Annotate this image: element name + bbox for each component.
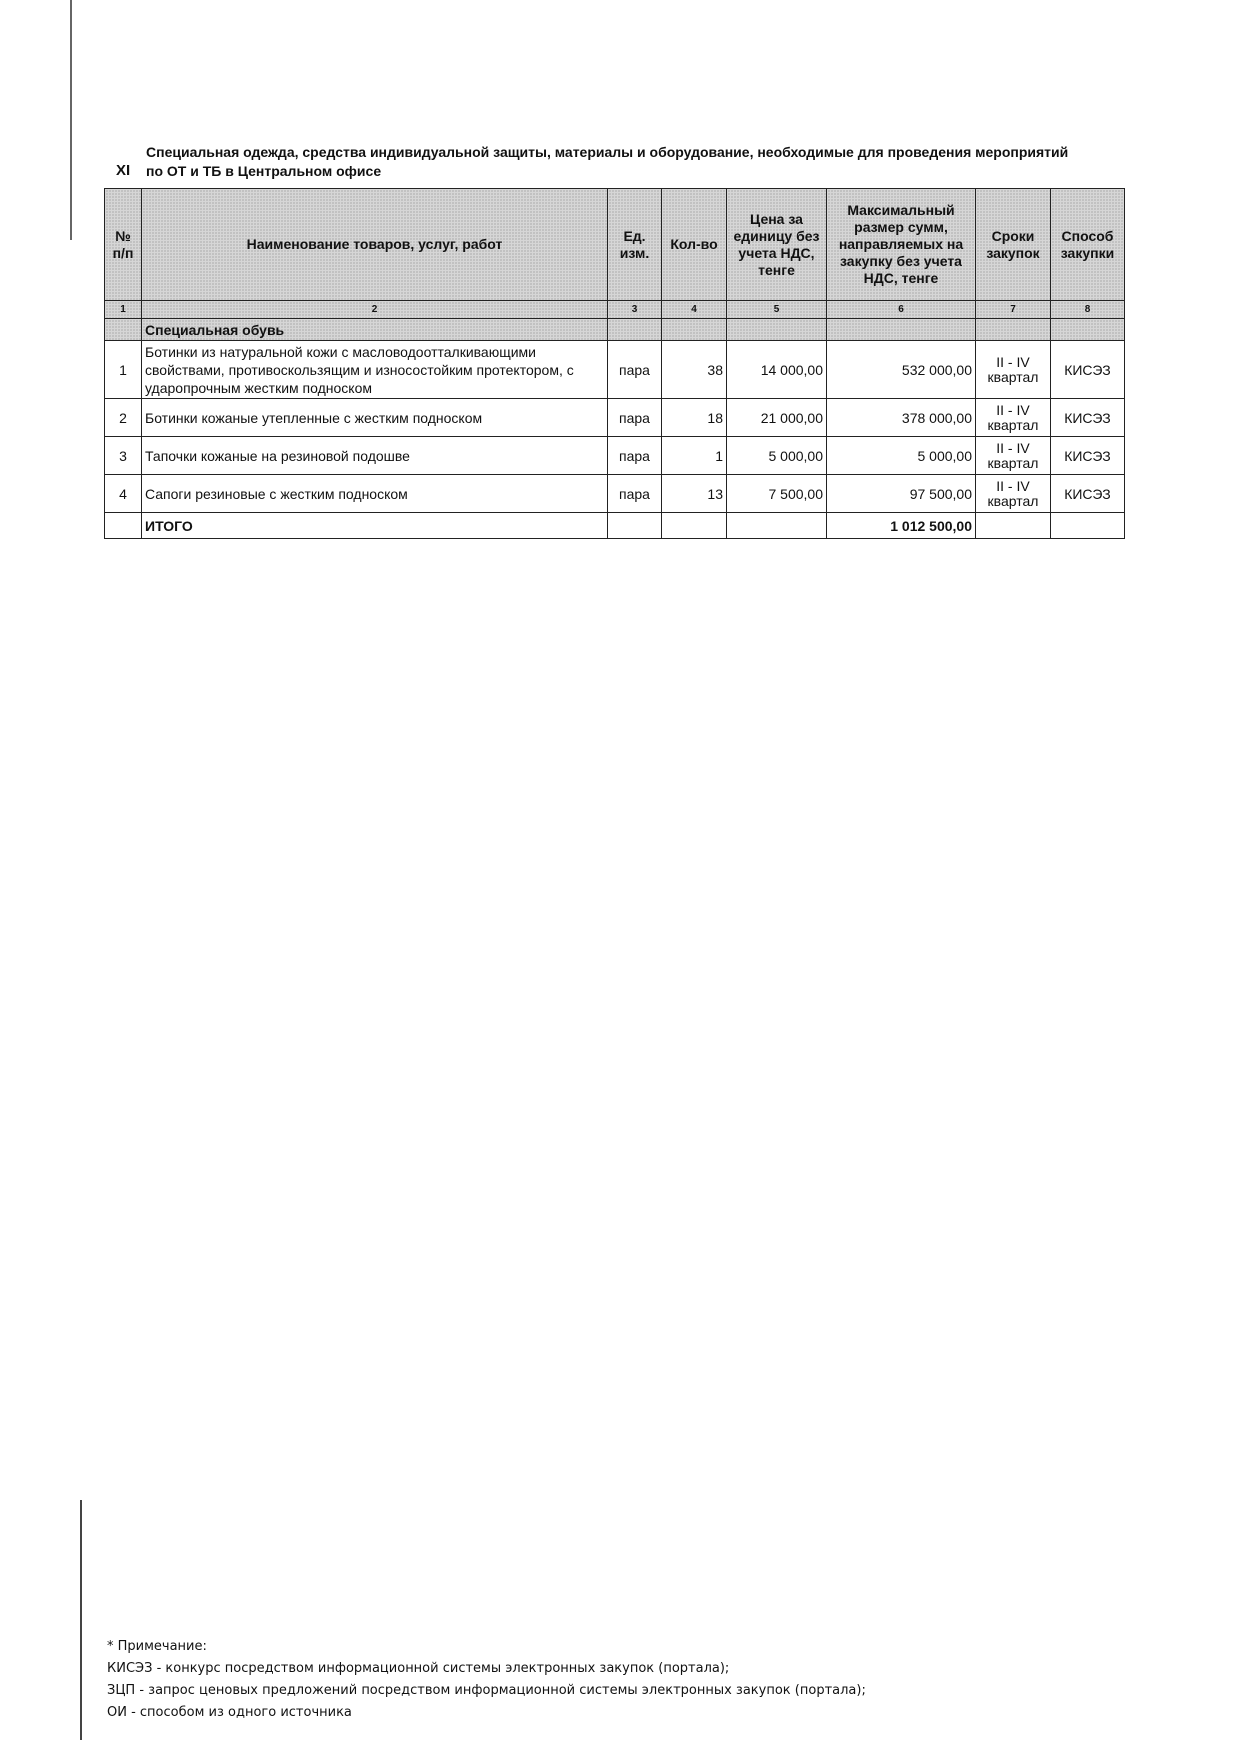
column-number: 5 bbox=[727, 301, 827, 319]
column-number: 3 bbox=[608, 301, 662, 319]
item-period bbox=[976, 437, 1051, 475]
period-line: квартал bbox=[987, 368, 1039, 385]
total-empty-cell bbox=[976, 513, 1051, 539]
header-qty: Кол-во bbox=[662, 189, 727, 301]
period-line: квартал bbox=[987, 492, 1039, 509]
table-row bbox=[105, 341, 1125, 399]
category-empty-cell bbox=[1051, 319, 1125, 341]
total-empty-cell bbox=[1051, 513, 1125, 539]
item-qty: 13 bbox=[662, 475, 727, 513]
item-qty: 1 bbox=[662, 437, 727, 475]
header-num: № п/п bbox=[105, 189, 142, 301]
total-row bbox=[105, 513, 1125, 539]
column-number: 8 bbox=[1051, 301, 1125, 319]
row-num: 1 bbox=[105, 341, 142, 399]
column-number-row bbox=[105, 301, 1125, 319]
item-name: Ботинки кожаные утепленные с жестким подноском bbox=[142, 399, 608, 437]
column-number: 1 bbox=[105, 301, 142, 319]
header-price: Цена за единицу без учета НДС, тенге bbox=[727, 189, 827, 301]
column-number: 2 bbox=[142, 301, 608, 319]
total-empty-cell bbox=[105, 513, 142, 539]
table-row bbox=[105, 399, 1125, 437]
note-line: ЗЦП - запрос ценовых предложений посредством информационной системы электронных закупок (портала); bbox=[107, 1683, 866, 1698]
scan-margin-line-top bbox=[70, 0, 72, 240]
total-label: ИТОГО bbox=[142, 513, 608, 539]
category-empty-cell bbox=[727, 319, 827, 341]
item-price: 7 500,00 bbox=[727, 475, 827, 513]
column-number: 4 bbox=[662, 301, 727, 319]
item-qty: 18 bbox=[662, 399, 727, 437]
total-empty-cell bbox=[662, 513, 727, 539]
category-empty-cell bbox=[608, 319, 662, 341]
item-price: 14 000,00 bbox=[727, 341, 827, 399]
note-line: ОИ - способом из одного источника bbox=[107, 1705, 352, 1720]
row-num: 4 bbox=[105, 475, 142, 513]
header-unit: Ед. изм. bbox=[608, 189, 662, 301]
category-row bbox=[105, 319, 1125, 341]
row-num: 2 bbox=[105, 399, 142, 437]
period-line: квартал bbox=[987, 454, 1039, 471]
period-line: II - IV bbox=[996, 439, 1030, 456]
item-total: 97 500,00 bbox=[827, 475, 976, 513]
total-empty-cell bbox=[608, 513, 662, 539]
item-period bbox=[976, 399, 1051, 437]
header-name: Наименование товаров, услуг, работ bbox=[142, 189, 608, 301]
item-unit: пара bbox=[608, 399, 662, 437]
notes-block bbox=[107, 1636, 866, 1724]
item-name: Тапочки кожаные на резиновой подошве bbox=[142, 437, 608, 475]
item-period bbox=[976, 475, 1051, 513]
item-name: Сапоги резиновые с жестким подноском bbox=[142, 475, 608, 513]
category-empty-cell bbox=[662, 319, 727, 341]
item-period bbox=[976, 341, 1051, 399]
item-unit: пара bbox=[608, 341, 662, 399]
table-header-row bbox=[105, 189, 1125, 301]
header-total: Максимальный размер сумм, направляемых на закупку без учета НДС, тенге bbox=[827, 189, 976, 301]
item-total: 532 000,00 bbox=[827, 341, 976, 399]
item-total: 378 000,00 bbox=[827, 399, 976, 437]
period-line: II - IV bbox=[996, 353, 1030, 370]
item-method: КИСЭЗ bbox=[1051, 475, 1125, 513]
scan-margin-line-bottom bbox=[80, 1500, 82, 1740]
total-empty-cell bbox=[727, 513, 827, 539]
row-num: 3 bbox=[105, 437, 142, 475]
item-price: 5 000,00 bbox=[727, 437, 827, 475]
period-line: II - IV bbox=[996, 401, 1030, 418]
column-number: 7 bbox=[976, 301, 1051, 319]
notes-title: * Примечание: bbox=[107, 1639, 207, 1654]
header-method: Способ закупки bbox=[1051, 189, 1125, 301]
item-unit: пара bbox=[608, 437, 662, 475]
note-line: КИСЭЗ - конкурс посредством информационной системы электронных закупок (портала); bbox=[107, 1661, 730, 1676]
total-value: 1 012 500,00 bbox=[827, 513, 976, 539]
item-unit: пара bbox=[608, 475, 662, 513]
column-number: 6 bbox=[827, 301, 976, 319]
period-line: квартал bbox=[987, 416, 1039, 433]
category-num-cell bbox=[105, 319, 142, 341]
item-name: Ботинки из натуральной кожи с масловодоотталкивающими свойствами, противоскользящим и износостойким протектором, с ударопрочным жестким подноском bbox=[142, 341, 608, 399]
section-title: Специальная одежда, средства индивидуальной защиты, материалы и оборудование, необходимые для проведения мероприятий по ОТ и ТБ в Центральном офисе bbox=[146, 144, 1069, 179]
table-row bbox=[105, 437, 1125, 475]
procurement-table bbox=[104, 188, 1125, 539]
category-empty-cell bbox=[976, 319, 1051, 341]
header-period: Сроки закупок bbox=[976, 189, 1051, 301]
table-row bbox=[105, 475, 1125, 513]
item-total: 5 000,00 bbox=[827, 437, 976, 475]
category-label: Специальная обувь bbox=[142, 319, 608, 341]
item-method: КИСЭЗ bbox=[1051, 437, 1125, 475]
item-method: КИСЭЗ bbox=[1051, 341, 1125, 399]
category-empty-cell bbox=[827, 319, 976, 341]
item-price: 21 000,00 bbox=[727, 399, 827, 437]
section-number: XI bbox=[116, 162, 131, 179]
period-line: II - IV bbox=[996, 477, 1030, 494]
item-qty: 38 bbox=[662, 341, 727, 399]
item-method: КИСЭЗ bbox=[1051, 399, 1125, 437]
